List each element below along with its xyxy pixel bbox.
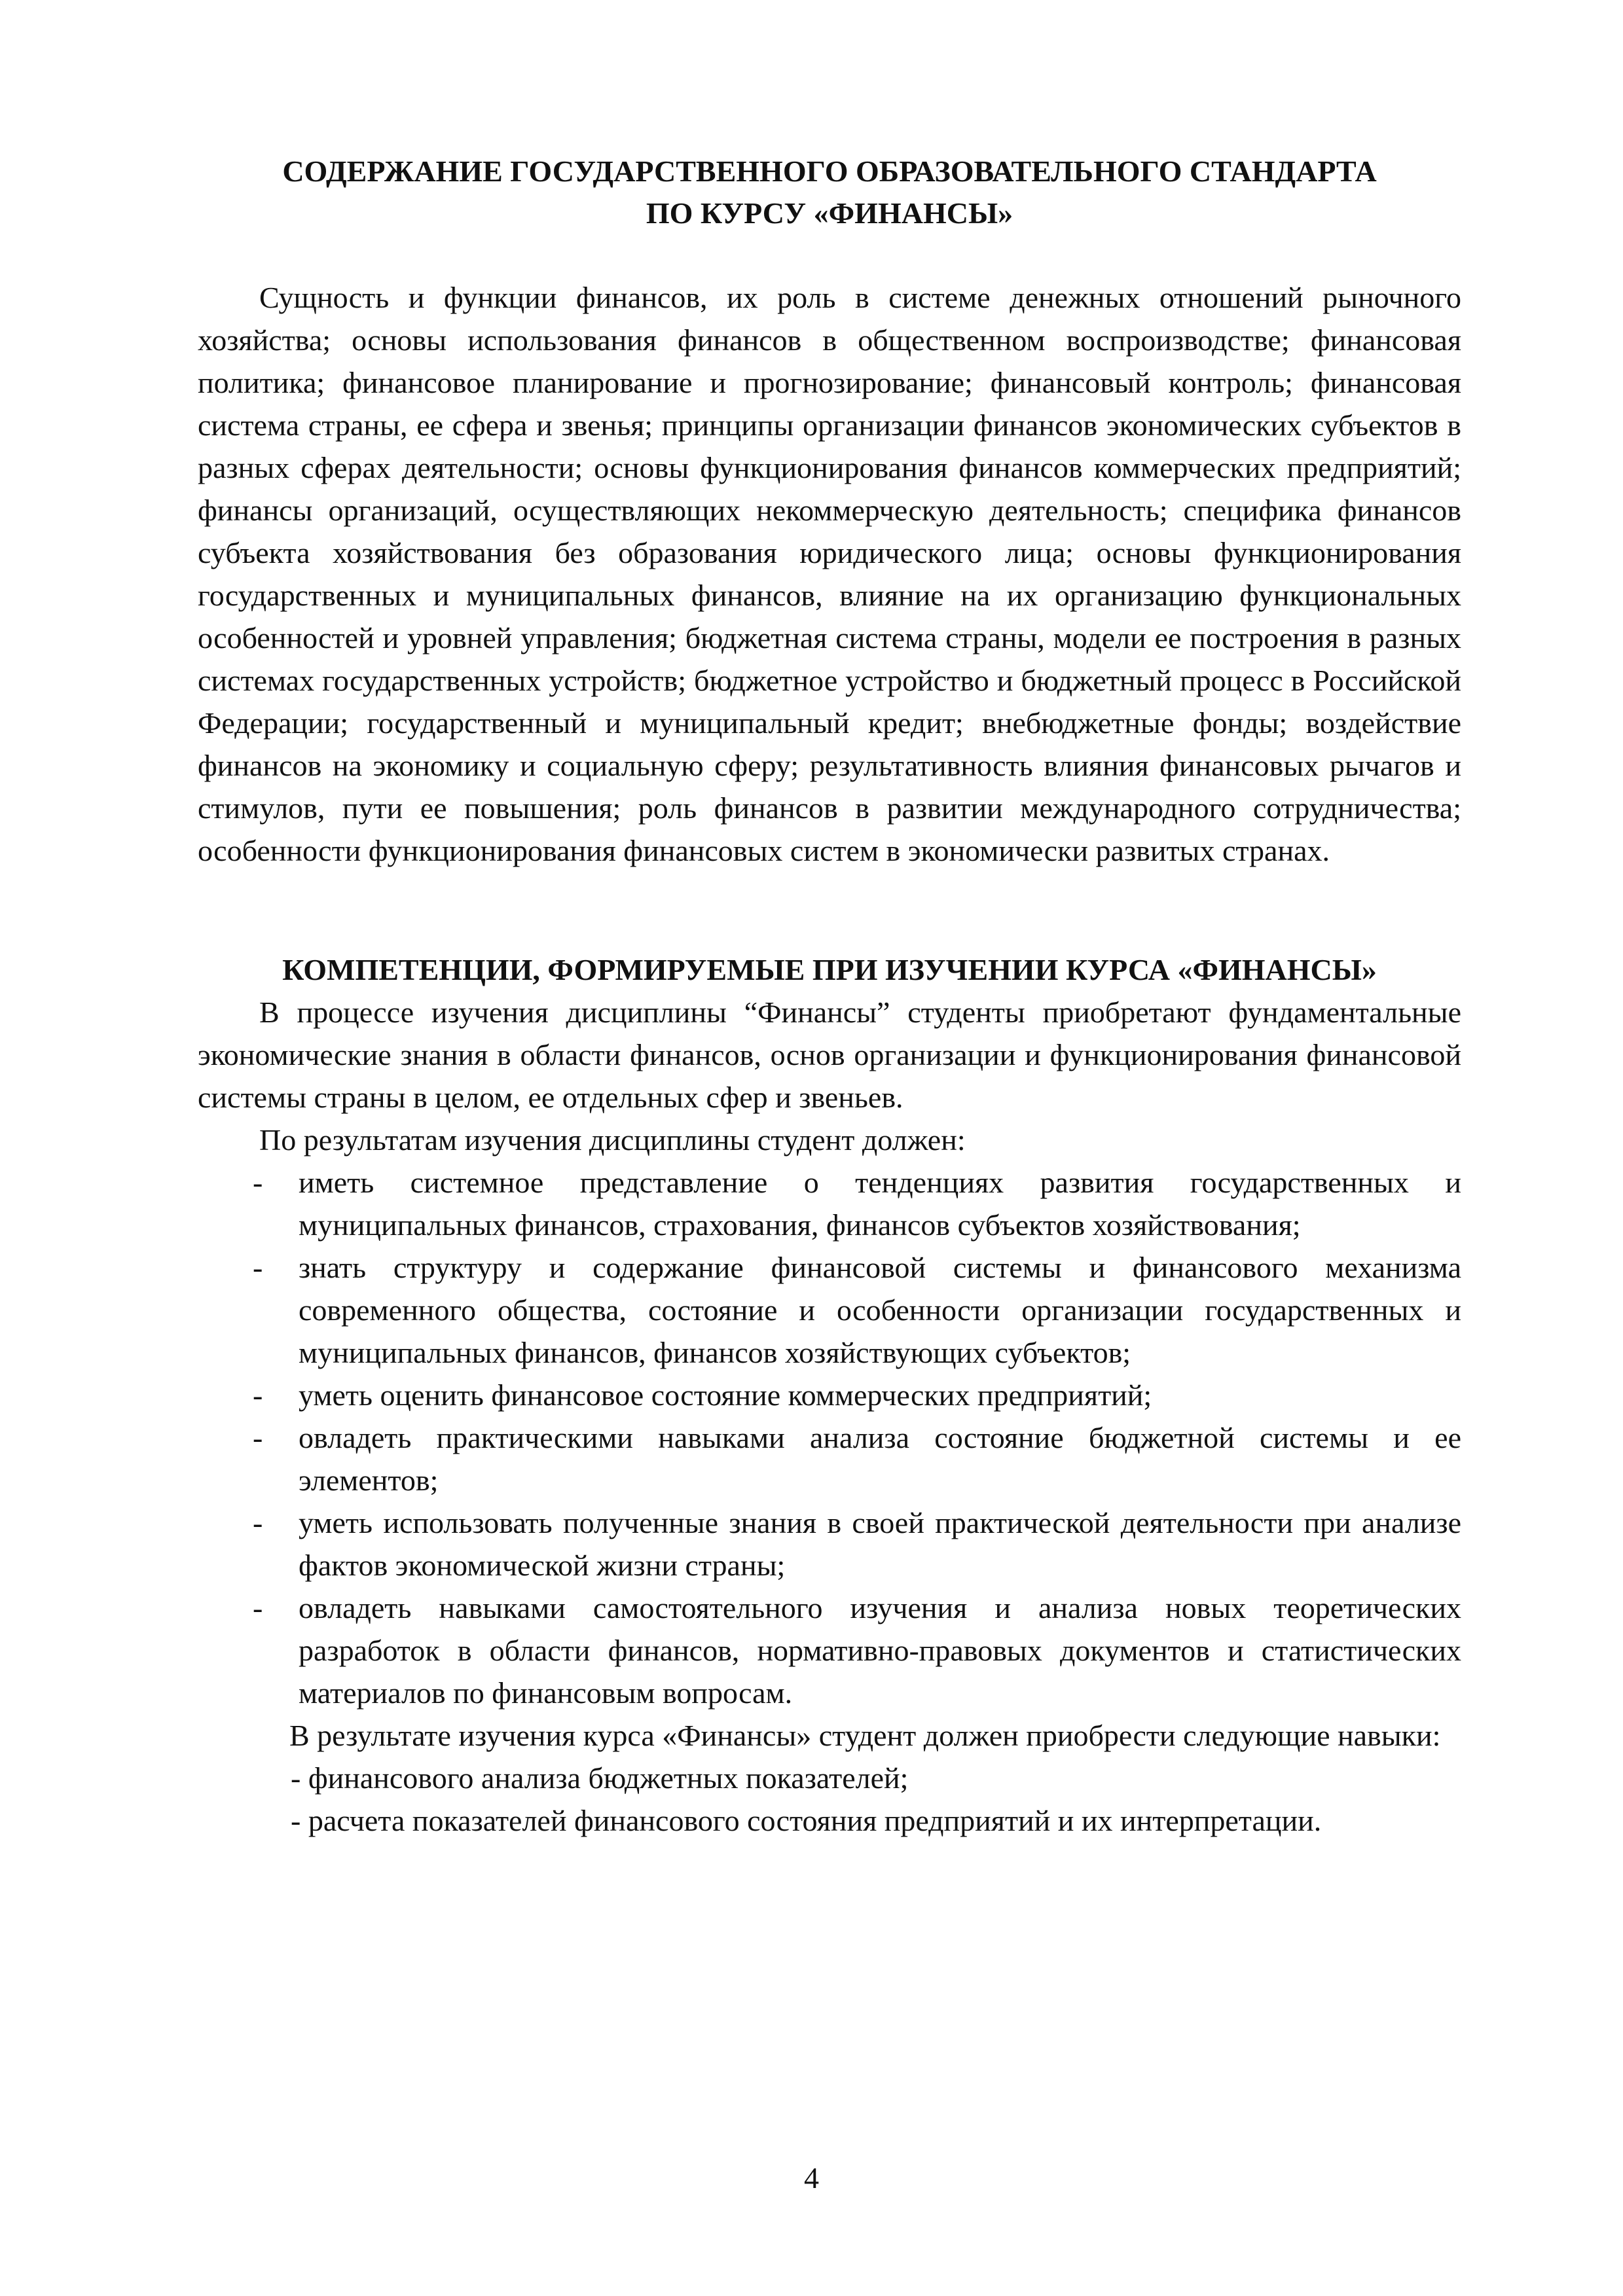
list-item	[198, 1587, 1461, 1714]
results-lead-paragraph: По результатам изучения дисциплины студент должен:	[259, 1123, 966, 1157]
list-item	[198, 1501, 1461, 1587]
standard-title-line-1: СОДЕРЖАНИЕ ГОСУДАРСТВЕННОГО ОБРАЗОВАТЕЛЬНОГО СТАНДАРТА	[282, 154, 1377, 188]
page-number: 4	[804, 2161, 819, 2195]
list-item-text: уметь оценить финансовое состояние коммерческих предприятий;	[299, 1378, 1152, 1412]
list-bullet: -	[253, 1251, 263, 1284]
list-bullet: -	[253, 1506, 263, 1539]
list-bullet: -	[253, 1378, 263, 1412]
list-item-text: овладеть навыками самостоятельного изучения и анализа новых теоретических разработок в области финансов, нормативно-правовых документов и статистических материалов по финансовым вопросам.	[299, 1591, 1461, 1710]
list-bullet: -	[253, 1166, 263, 1199]
standard-title-line-2: ПО КУРСУ «ФИНАНСЫ»	[646, 196, 1013, 230]
list-item	[198, 1416, 1461, 1501]
list-item-text: овладеть практическими навыками анализа состояние бюджетной системы и ее элементов;	[299, 1421, 1461, 1497]
list-bullet: -	[253, 1421, 263, 1454]
page-content	[198, 151, 1461, 1842]
standard-content-paragraph: Сущность и функции финансов, их роль в системе денежных отношений рыночного хозяйства; основы использования финансов в общественном воспроизводстве; финансовая политика; финансовое планирование и прогнозирование; финансовый контроль; финансовая система страны, ее сфера и звенья; принципы организации финансов экономических субъектов в разных сферах деятельности; основы функционирования финансов коммерческих предприятий; финансы организаций, осуществляющих некоммерческую деятельность; специфика финансов субъекта хозяйствования без образования юридического лица; основы функционирования государственных и муниципальных финансов, влияние на их организацию функциональных особенностей и уровней управления; бюджетная система страны, модели ее построения в разных системах государственных устройств; бюджетное устройство и бюджетный процесс в Российской Федерации; государственный и муниципальный кредит; внебюджетные фонды; воздействие финансов на экономику и социальную сферу; результативность влияния финансовых рычагов и стимулов, пути ее повышения; роль финансов в развитии международного сотрудничества; особенности функционирования финансовых систем в экономически развитых странах.	[198, 281, 1461, 867]
competencies-intro-paragraph: В процессе изучения дисциплины “Финансы” студенты приобретают фундаментальные экономические знания в области финансов, основ организации и функционирования финансовой системы страны в целом, ее отдельных сфер и звеньев.	[198, 996, 1461, 1114]
list-item-text: уметь использовать полученные знания в своей практической деятельности при анализе фактов экономической жизни страны;	[299, 1506, 1461, 1582]
list-item	[198, 1374, 1461, 1416]
list-item-text: знать структуру и содержание финансовой системы и финансового механизма современного общества, состояние и особенности организации государственных и муниципальных финансов, финансов хозяйствующих субъектов;	[299, 1251, 1461, 1369]
list-item	[198, 1161, 1461, 1246]
list-item	[198, 1246, 1461, 1374]
requirements-list	[198, 1161, 1461, 1714]
list-item-text: иметь системное представление о тенденциях развития государственных и муниципальных финансов, страхования, финансов субъектов хозяйствования;	[299, 1166, 1461, 1242]
skill-item: - финансового анализа бюджетных показателей;	[291, 1761, 909, 1795]
skills-lead-paragraph: В результате изучения курса «Финансы» студент должен приобрести следующие навыки:	[289, 1719, 1441, 1752]
competencies-title: КОМПЕТЕНЦИИ, ФОРМИРУЕМЫЕ ПРИ ИЗУЧЕНИИ КУРСА «ФИНАНСЫ»	[282, 953, 1377, 986]
skill-item: - расчета показателей финансового состояния предприятий и их интерпретации.	[291, 1804, 1322, 1837]
list-bullet: -	[253, 1591, 263, 1624]
